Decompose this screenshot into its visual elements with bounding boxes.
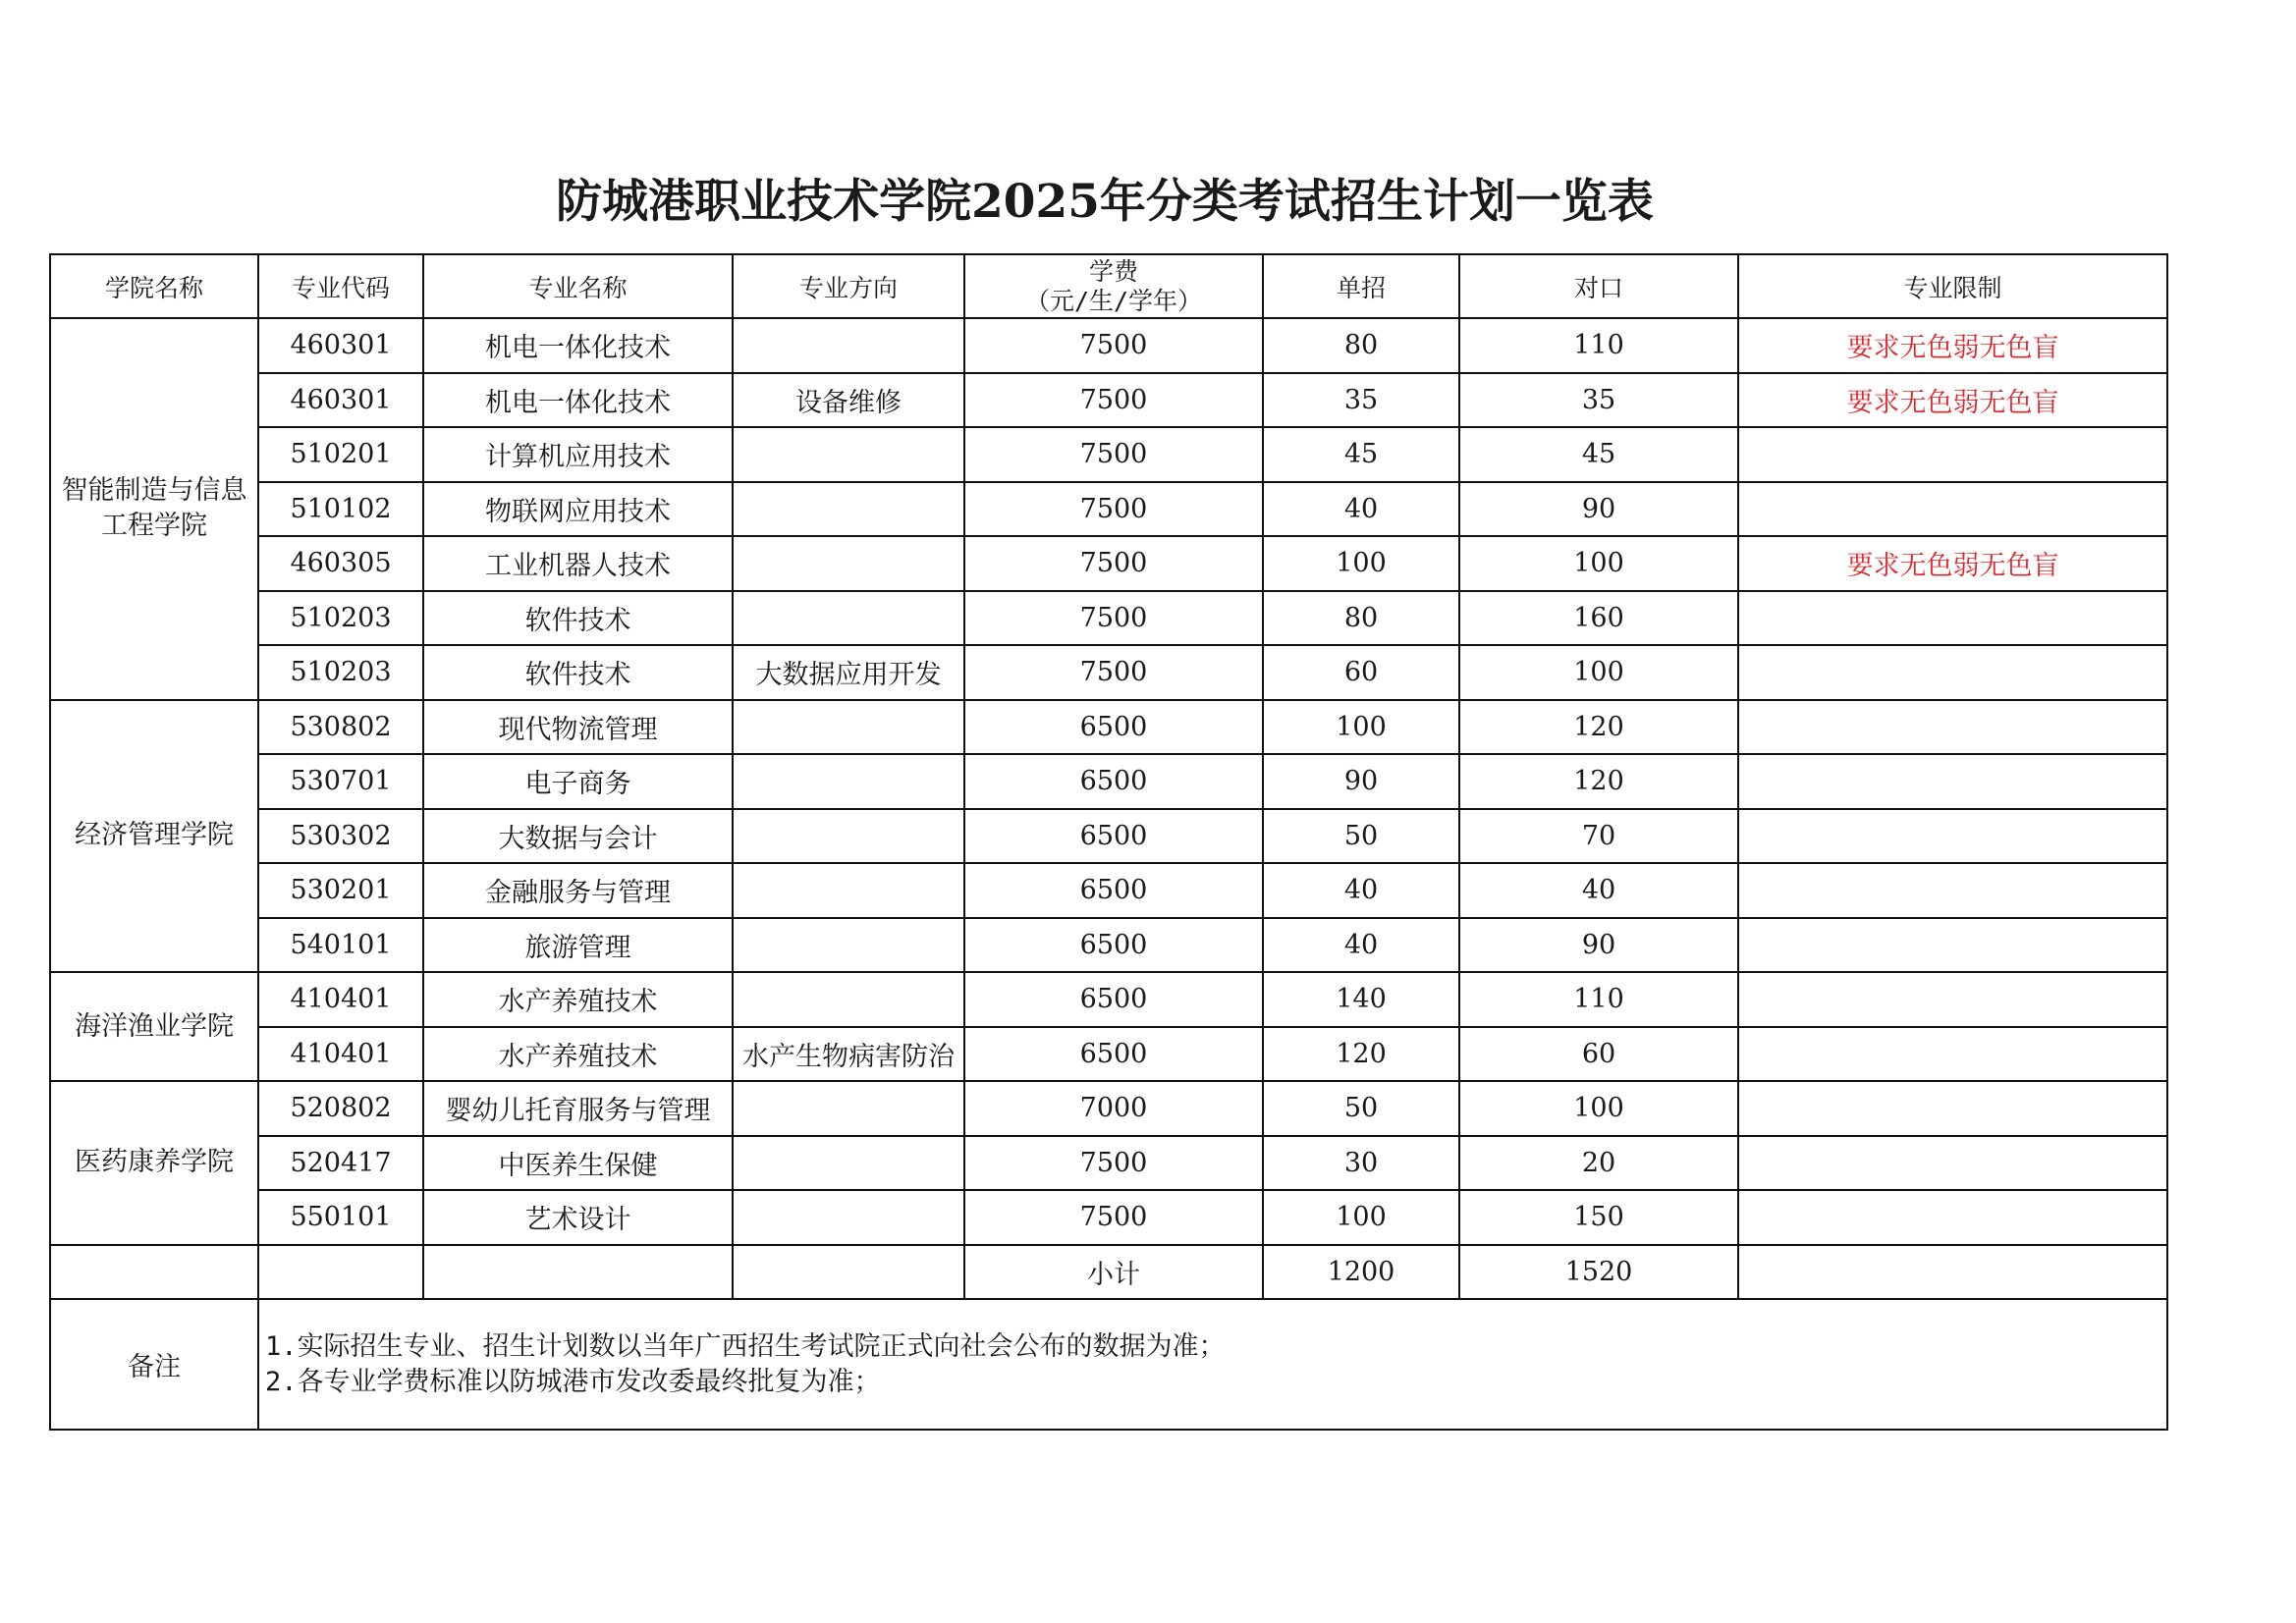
tuition-fee-cell: 7500 [964,645,1263,700]
major-direction-cell: 水产生物病害防治 [733,1027,964,1082]
restriction-cell [1738,427,2167,482]
major-code-cell: 460305 [258,536,423,591]
major-code-cell: 460301 [258,373,423,428]
tuition-fee-cell: 7500 [964,373,1263,428]
restriction-cell [1738,1027,2167,1082]
major-name-cell: 金融服务与管理 [423,863,733,918]
header-fee-line2: （元/生/学年） [1024,286,1203,315]
tuition-fee-cell: 6500 [964,972,1263,1027]
major-direction-cell [733,1081,964,1136]
table-row [50,972,2167,1027]
tuition-fee-cell: 7000 [964,1081,1263,1136]
restriction-cell [1738,700,2167,755]
major-code-cell: 510203 [258,645,423,700]
header-fee [964,254,1263,318]
table-row [50,918,2167,973]
table-row [50,754,2167,809]
major-direction-cell [733,972,964,1027]
tuition-fee-cell: 6500 [964,918,1263,973]
remark-row [50,1299,2167,1430]
major-code-cell: 460301 [258,318,423,373]
header-code: 专业代码 [258,254,423,318]
major-name-cell: 艺术设计 [423,1190,733,1245]
major-name-cell: 大数据与会计 [423,809,733,864]
restriction-cell: 要求无色弱无色盲 [1738,318,2167,373]
major-direction-cell [733,482,964,537]
major-direction-cell: 设备维修 [733,373,964,428]
header-restriction: 专业限制 [1738,254,2167,318]
major-direction-cell [733,809,964,864]
empty-cell [50,1245,258,1300]
single-enrollment-cell: 100 [1263,536,1459,591]
counterpart-enrollment-cell: 120 [1459,700,1738,755]
counterpart-enrollment-cell: 100 [1459,1081,1738,1136]
restriction-cell [1738,1136,2167,1191]
subtotal-counterpart: 1520 [1459,1245,1738,1300]
single-enrollment-cell: 30 [1263,1136,1459,1191]
major-direction-cell [733,536,964,591]
major-direction-cell [733,700,964,755]
major-code-cell: 410401 [258,972,423,1027]
single-enrollment-cell: 120 [1263,1027,1459,1082]
college-name-cell: 经济管理学院 [50,700,258,973]
single-enrollment-cell: 40 [1263,863,1459,918]
single-enrollment-cell: 40 [1263,918,1459,973]
tuition-fee-cell: 7500 [964,536,1263,591]
major-code-cell: 530701 [258,754,423,809]
restriction-cell [1738,809,2167,864]
major-code-cell: 520417 [258,1136,423,1191]
major-direction-cell: 大数据应用开发 [733,645,964,700]
major-direction-cell [733,918,964,973]
major-name-cell: 电子商务 [423,754,733,809]
table-row [50,1081,2167,1136]
empty-cell [423,1245,733,1300]
header-direction: 专业方向 [733,254,964,318]
tuition-fee-cell: 6500 [964,1027,1263,1082]
counterpart-enrollment-cell: 20 [1459,1136,1738,1191]
counterpart-enrollment-cell: 70 [1459,809,1738,864]
remark-text [258,1299,2167,1430]
major-name-cell: 旅游管理 [423,918,733,973]
counterpart-enrollment-cell: 120 [1459,754,1738,809]
major-name-cell: 计算机应用技术 [423,427,733,482]
table-row [50,427,2167,482]
page-title: 防城港职业技术学院2025年分类考试招生计划一览表 [556,175,1654,229]
restriction-cell: 要求无色弱无色盲 [1738,536,2167,591]
major-name-cell: 物联网应用技术 [423,482,733,537]
counterpart-enrollment-cell: 100 [1459,536,1738,591]
major-name-cell: 工业机器人技术 [423,536,733,591]
table-row [50,645,2167,700]
major-direction-cell [733,591,964,646]
major-code-cell: 510203 [258,591,423,646]
counterpart-enrollment-cell: 110 [1459,318,1738,373]
header-single: 单招 [1263,254,1459,318]
major-direction-cell [733,427,964,482]
single-enrollment-cell: 80 [1263,318,1459,373]
table-row [50,809,2167,864]
restriction-cell [1738,918,2167,973]
counterpart-enrollment-cell: 160 [1459,591,1738,646]
remark-line-1: 1.实际招生专业、招生计划数以当年广西招生考试院正式向社会公布的数据为准； [265,1330,1226,1362]
single-enrollment-cell: 100 [1263,700,1459,755]
major-code-cell: 510102 [258,482,423,537]
major-direction-cell [733,754,964,809]
major-code-cell: 550101 [258,1190,423,1245]
tuition-fee-cell: 7500 [964,1136,1263,1191]
counterpart-enrollment-cell: 45 [1459,427,1738,482]
major-code-cell: 540101 [258,918,423,973]
major-name-cell: 机电一体化技术 [423,318,733,373]
major-name-cell: 婴幼儿托育服务与管理 [423,1081,733,1136]
remark-label: 备注 [50,1299,258,1430]
enrollment-plan-table [49,253,2168,1431]
tuition-fee-cell: 7500 [964,318,1263,373]
subtotal-row [50,1245,2167,1300]
counterpart-enrollment-cell: 40 [1459,863,1738,918]
major-name-cell: 软件技术 [423,645,733,700]
college-name-cell: 海洋渔业学院 [50,972,258,1081]
major-direction-cell [733,1190,964,1245]
single-enrollment-cell: 60 [1263,645,1459,700]
restriction-cell [1738,645,2167,700]
tuition-fee-cell: 7500 [964,427,1263,482]
major-code-cell: 520802 [258,1081,423,1136]
counterpart-enrollment-cell: 90 [1459,482,1738,537]
major-name-cell: 软件技术 [423,591,733,646]
major-direction-cell [733,318,964,373]
major-name-cell: 中医养生保健 [423,1136,733,1191]
restriction-cell [1738,754,2167,809]
major-name-cell: 水产养殖技术 [423,1027,733,1082]
counterpart-enrollment-cell: 60 [1459,1027,1738,1082]
table-row [50,536,2167,591]
restriction-cell: 要求无色弱无色盲 [1738,373,2167,428]
restriction-cell [1738,972,2167,1027]
subtotal-single: 1200 [1263,1245,1459,1300]
header-fee-line1: 学费 [1088,256,1138,286]
single-enrollment-cell: 140 [1263,972,1459,1027]
college-name-cell: 智能制造与信息工程学院 [50,318,258,700]
table-row [50,700,2167,755]
single-enrollment-cell: 90 [1263,754,1459,809]
table-row [50,373,2167,428]
restriction-cell [1738,591,2167,646]
table-row [50,1190,2167,1245]
tuition-fee-cell: 7500 [964,482,1263,537]
single-enrollment-cell: 50 [1263,1081,1459,1136]
counterpart-enrollment-cell: 150 [1459,1190,1738,1245]
tuition-fee-cell: 7500 [964,1190,1263,1245]
counterpart-enrollment-cell: 110 [1459,972,1738,1027]
table-row [50,1027,2167,1082]
restriction-cell [1738,1081,2167,1136]
single-enrollment-cell: 50 [1263,809,1459,864]
empty-cell [258,1245,423,1300]
single-enrollment-cell: 100 [1263,1190,1459,1245]
tuition-fee-cell: 6500 [964,863,1263,918]
major-code-cell: 530302 [258,809,423,864]
empty-cell [733,1245,964,1300]
tuition-fee-cell: 6500 [964,700,1263,755]
major-code-cell: 530201 [258,863,423,918]
major-code-cell: 510201 [258,427,423,482]
tuition-fee-cell: 7500 [964,591,1263,646]
restriction-cell [1738,1190,2167,1245]
single-enrollment-cell: 40 [1263,482,1459,537]
restriction-cell [1738,482,2167,537]
major-name-cell: 现代物流管理 [423,700,733,755]
subtotal-label: 小计 [964,1245,1263,1300]
major-direction-cell [733,863,964,918]
table-row [50,1136,2167,1191]
counterpart-enrollment-cell: 100 [1459,645,1738,700]
empty-cell [1738,1245,2167,1300]
counterpart-enrollment-cell: 35 [1459,373,1738,428]
tuition-fee-cell: 6500 [964,754,1263,809]
major-name-cell: 水产养殖技术 [423,972,733,1027]
single-enrollment-cell: 45 [1263,427,1459,482]
remark-line-2: 2.各专业学费标准以防城港市发改委最终批复为准； [265,1366,881,1397]
major-code-cell: 530802 [258,700,423,755]
single-enrollment-cell: 35 [1263,373,1459,428]
table-row [50,591,2167,646]
single-enrollment-cell: 80 [1263,591,1459,646]
table-row [50,482,2167,537]
major-direction-cell [733,1136,964,1191]
counterpart-enrollment-cell: 90 [1459,918,1738,973]
table-header-row [50,254,2167,318]
header-college: 学院名称 [50,254,258,318]
tuition-fee-cell: 6500 [964,809,1263,864]
header-major: 专业名称 [423,254,733,318]
college-name-cell: 医药康养学院 [50,1081,258,1245]
major-name-cell: 机电一体化技术 [423,373,733,428]
table-row [50,318,2167,373]
restriction-cell [1738,863,2167,918]
major-code-cell: 410401 [258,1027,423,1082]
table-row [50,863,2167,918]
header-counterpart: 对口 [1459,254,1738,318]
